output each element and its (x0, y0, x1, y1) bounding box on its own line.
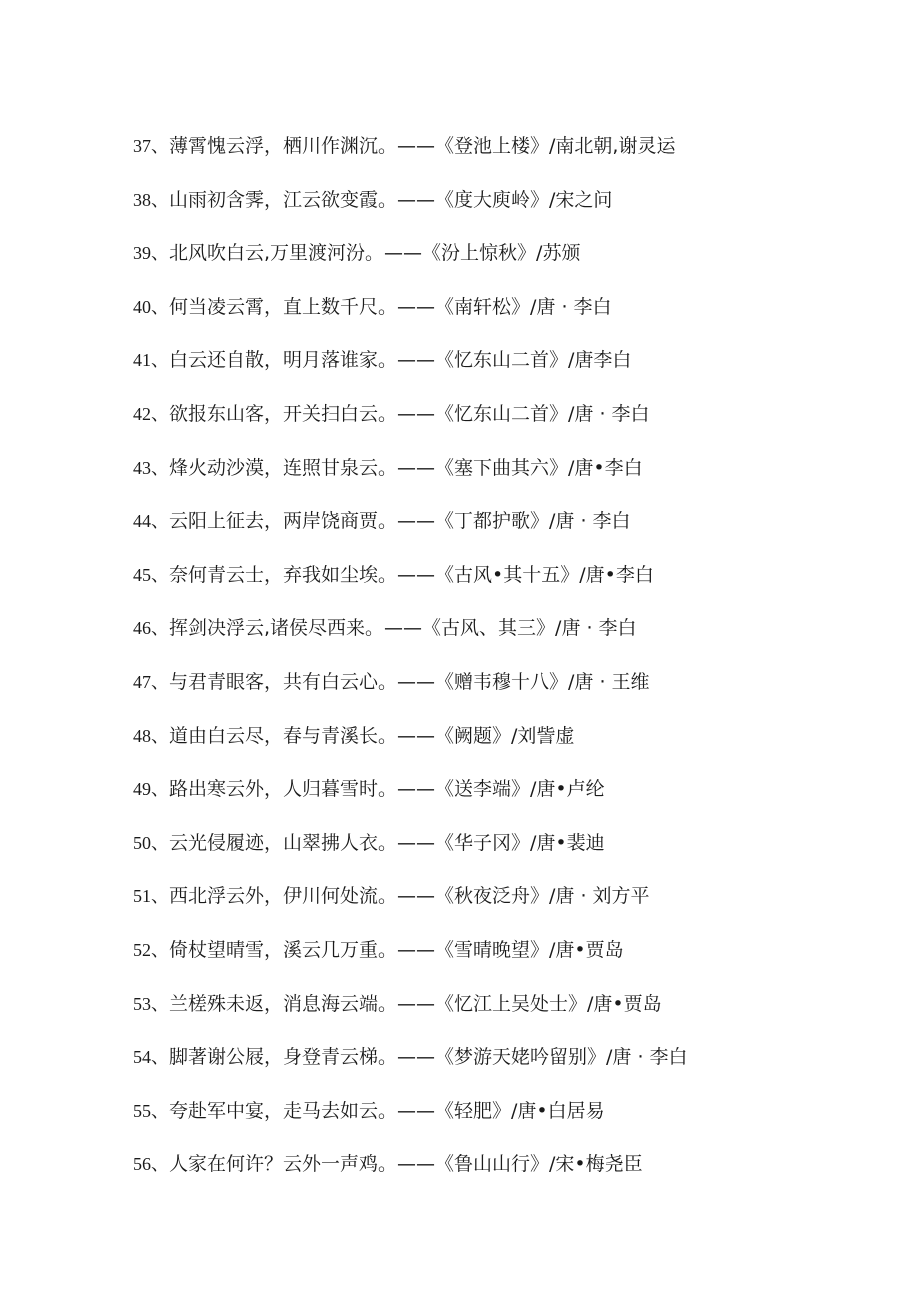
poem-number: 44、 (133, 511, 169, 532)
poem-line-54 (133, 1039, 873, 1093)
poem-line-40 (133, 289, 873, 343)
poem-number: 52、 (133, 939, 169, 960)
poem-text: 与君青眼客，共有白云心。——《赠韦穆十八》/唐 · 王维 (169, 670, 650, 693)
poem-line-41 (133, 342, 873, 396)
poem-line-50 (133, 825, 873, 879)
poem-number: 46、 (133, 618, 169, 639)
poem-number: 53、 (133, 993, 169, 1014)
poem-text: 奈何青云士，弃我如尘埃。——《古风•其十五》/唐•李白 (169, 563, 654, 586)
poem-text: 倚杖望晴雪，溪云几万重。——《雪晴晚望》/唐•贾岛 (169, 938, 624, 961)
poem-number: 47、 (133, 671, 169, 692)
poem-line-42 (133, 396, 873, 450)
poem-text: 何当凌云霄，直上数千尺。——《南轩松》/唐 · 李白 (169, 295, 612, 318)
poem-text: 薄霄愧云浮，栖川作渊沉。——《登池上楼》/南北朝,谢灵运 (169, 135, 676, 157)
poem-text: 云阳上征去，两岸饶商贾。——《丁都护歌》/唐 · 李白 (169, 510, 631, 533)
poem-number: 42、 (133, 403, 169, 424)
poem-line-48 (133, 718, 873, 772)
poem-line-46 (133, 610, 873, 664)
poem-text: 云光侵履迹，山翠拂人衣。——《华子冈》/唐•裴迪 (169, 831, 605, 854)
poem-number: 49、 (133, 779, 169, 800)
poem-text: 西北浮云外，伊川何处流。——《秋夜泛舟》/唐 · 刘方平 (169, 885, 650, 908)
poem-text: 挥剑决浮云,诸侯尽西来。——《古风、其三》/唐 · 李白 (169, 617, 637, 640)
poem-number: 40、 (133, 296, 169, 317)
poem-line-51 (133, 878, 873, 932)
poem-text: 脚著谢公屐，身登青云梯。——《梦游天姥吟留别》/唐 · 李白 (169, 1046, 688, 1069)
poem-line-43 (133, 450, 873, 504)
poem-number: 55、 (133, 1100, 169, 1121)
poem-text: 人家在何许？云外一声鸡。——《鲁山山行》/宋•梅尧臣 (169, 1153, 643, 1176)
poem-line-37 (133, 128, 873, 182)
poem-text: 北风吹白云,万里渡河汾。——《汾上惊秋》/苏颁 (169, 242, 581, 265)
poem-number: 41、 (133, 350, 169, 371)
poem-line-52 (133, 932, 873, 986)
poem-text: 夸赴军中宴，走马去如云。——《轻肥》/唐•白居易 (169, 1099, 605, 1122)
poem-line-45 (133, 557, 873, 611)
poem-number: 51、 (133, 886, 169, 907)
poem-line-53 (133, 986, 873, 1040)
poem-number: 43、 (133, 457, 169, 478)
poem-line-39 (133, 235, 873, 289)
poem-line-38 (133, 182, 873, 236)
poem-number: 50、 (133, 832, 169, 853)
poem-list (133, 128, 873, 1200)
poem-number: 37、 (133, 136, 169, 156)
poem-text: 兰槎殊未返，消息海云端。——《忆江上吴处士》/唐•贾岛 (169, 992, 662, 1015)
poem-line-44 (133, 503, 873, 557)
poem-number: 48、 (133, 725, 169, 746)
poem-text: 路出寒云外，人归暮雪时。——《送李端》/唐•卢纶 (169, 778, 605, 801)
poem-text: 道由白云尽，春与青溪长。——《阙题》/刘訾虚 (169, 724, 575, 747)
poem-number: 38、 (133, 189, 169, 210)
poem-text: 欲报东山客，开关扫白云。——《忆东山二首》/唐 · 李白 (169, 402, 650, 425)
poem-line-55 (133, 1093, 873, 1147)
poem-number: 56、 (133, 1154, 169, 1175)
poem-line-49 (133, 771, 873, 825)
poem-number: 39、 (133, 243, 169, 264)
poem-line-47 (133, 664, 873, 718)
poem-number: 45、 (133, 564, 169, 585)
poem-number: 54、 (133, 1047, 169, 1068)
poem-text: 白云还自散，明月落谁家。——《忆东山二首》/唐李白 (169, 349, 632, 372)
poem-line-56 (133, 1146, 873, 1200)
poem-text: 烽火动沙漠，连照甘泉云。——《塞下曲其六》/唐•李白 (169, 456, 643, 479)
poem-text: 山雨初含霁，江云欲变霞。——《度大庾岭》/宋之问 (169, 188, 613, 211)
